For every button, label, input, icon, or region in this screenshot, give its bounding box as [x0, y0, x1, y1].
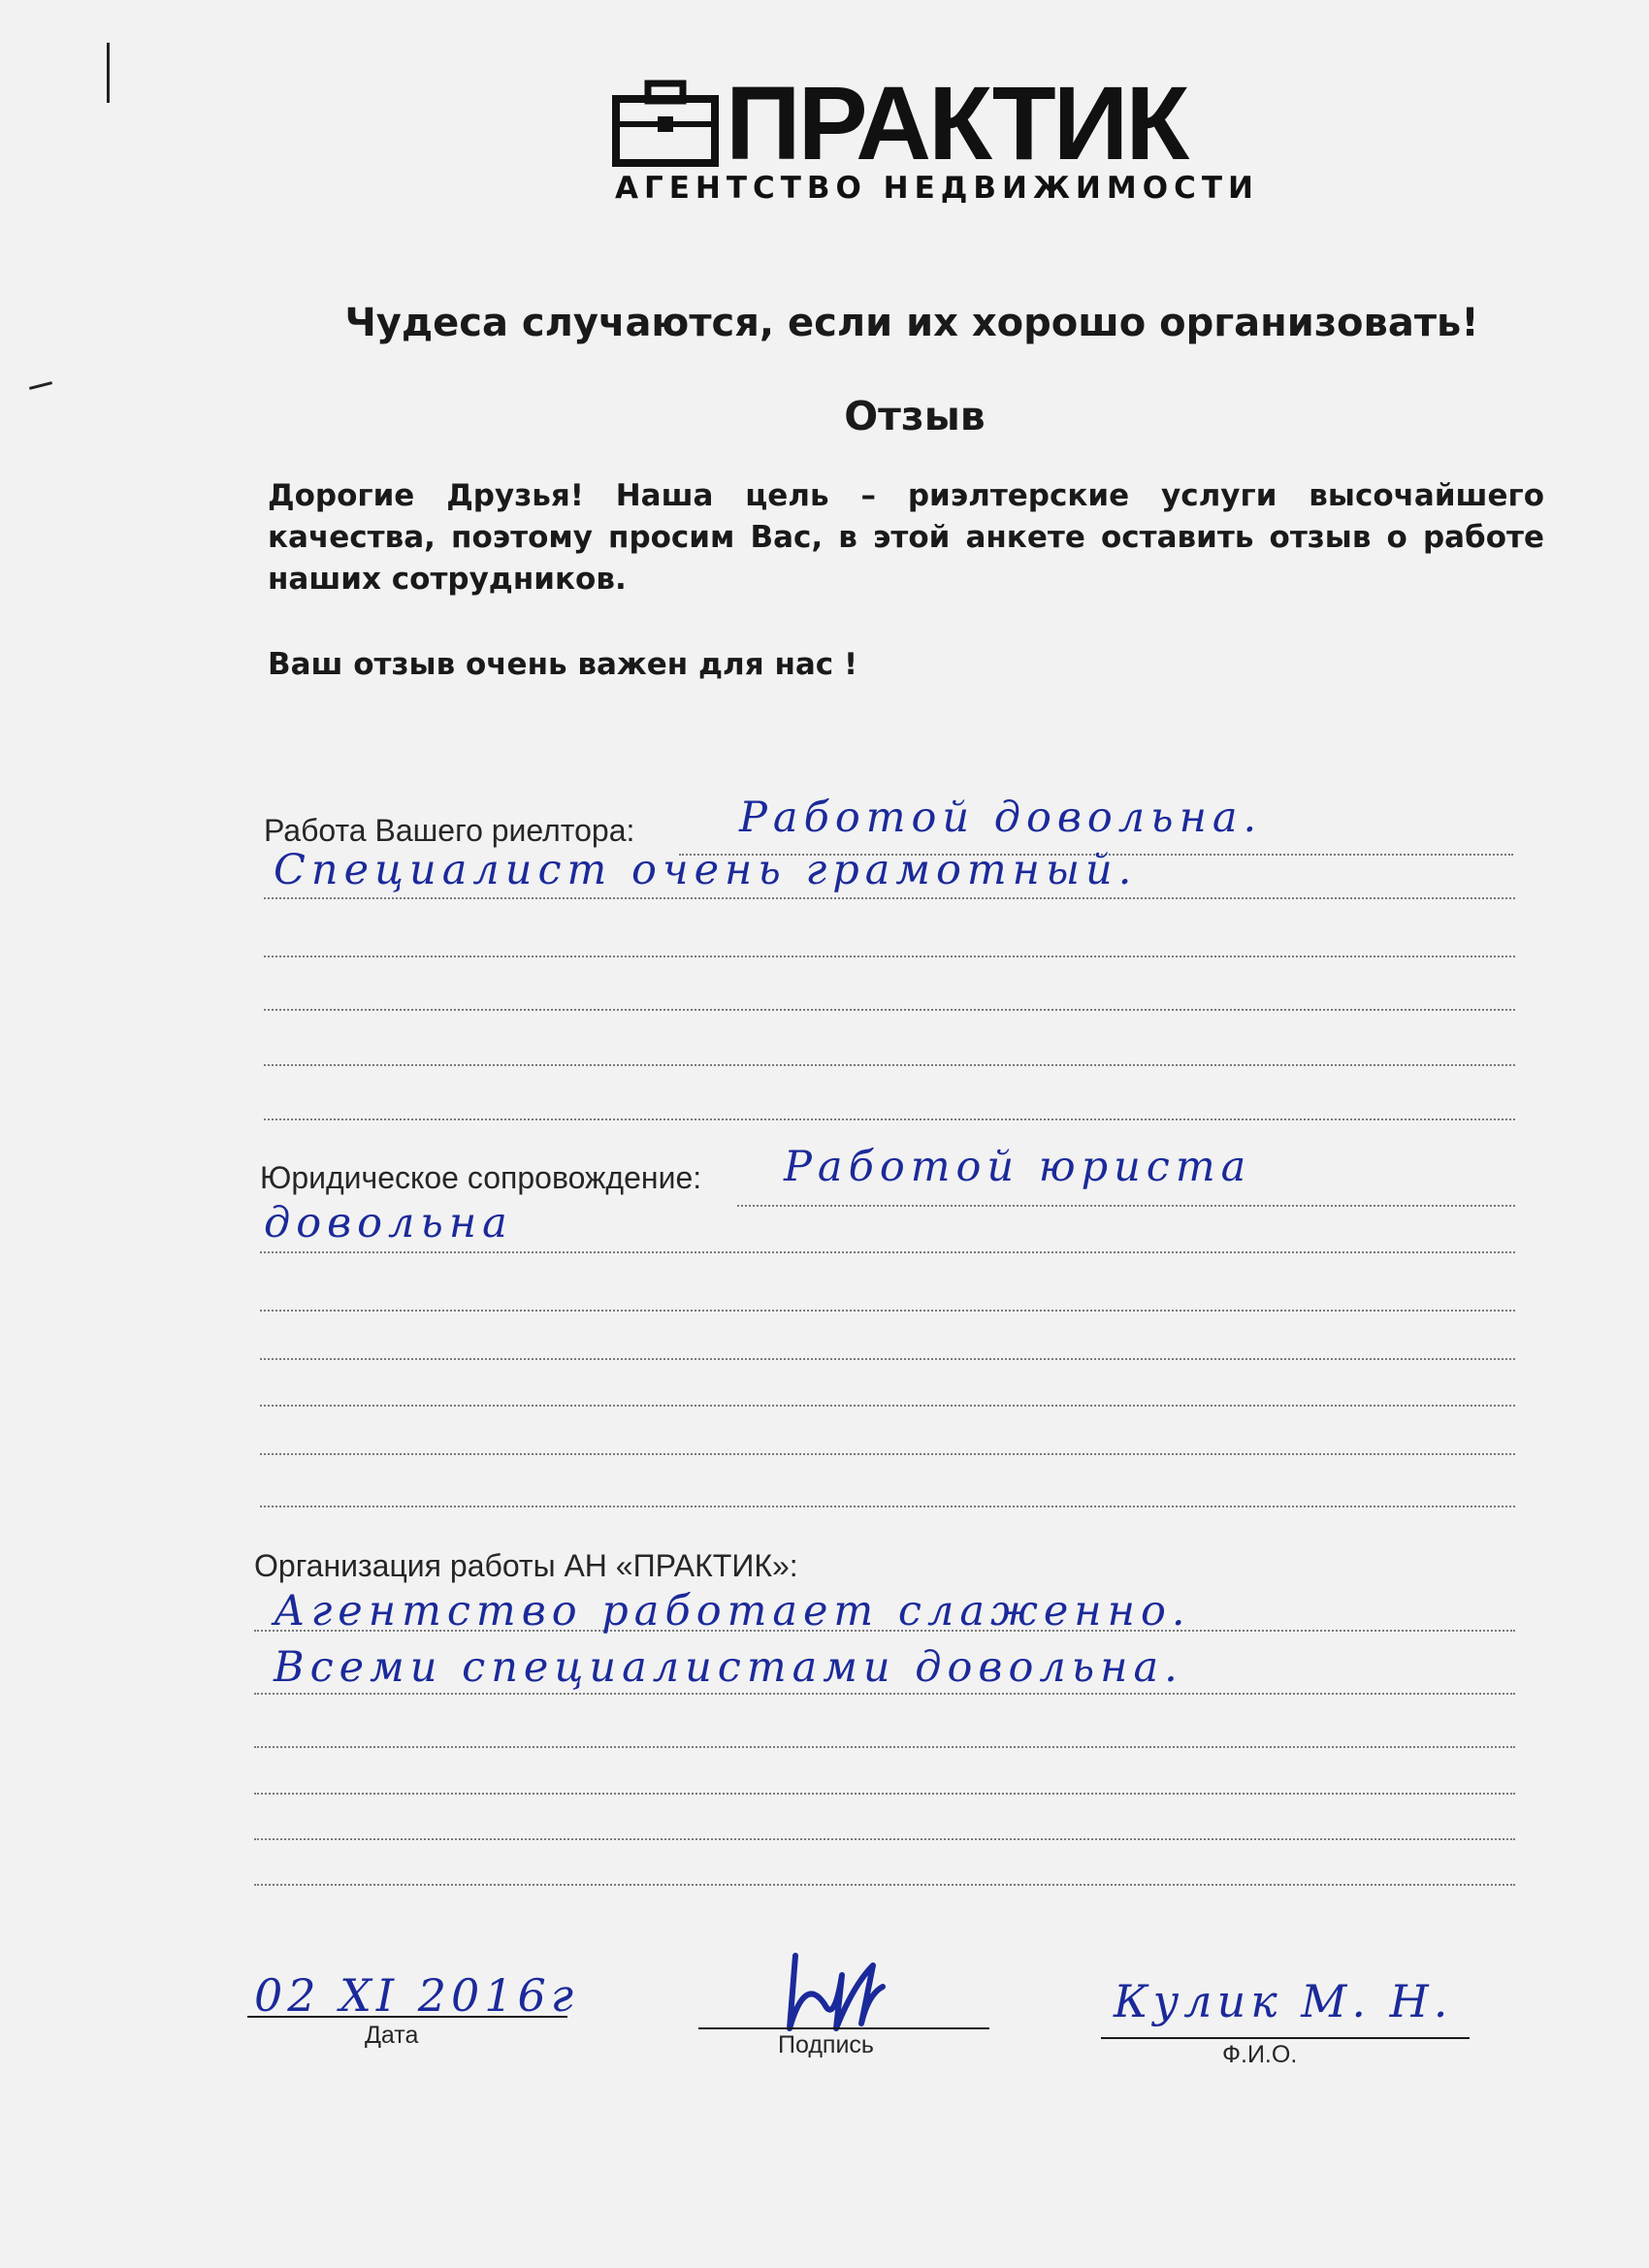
answer-line [254, 1884, 1515, 1886]
name-caption: Ф.И.О. [1222, 2041, 1298, 2068]
answer-line [264, 1009, 1515, 1011]
answer-line [260, 1358, 1515, 1360]
section-legal-label: Юридическое сопровождение: [260, 1160, 702, 1195]
answer-line [254, 1838, 1515, 1840]
answer-line [254, 1793, 1515, 1795]
slogan: Чудеса случаются, если их хорошо организовать! [344, 301, 1479, 345]
scan-artifact [107, 43, 110, 103]
section-agency-label: Организация работы АН «ПРАКТИК»: [254, 1548, 798, 1583]
realtor-answer-line-1: Работой довольна. [739, 794, 1263, 842]
answer-line [260, 1506, 1515, 1507]
realtor-answer-line-2: Специалист очень грамотный. [274, 846, 1138, 894]
agency-answer-line-2: Всеми специалистами довольна. [274, 1643, 1183, 1692]
full-name-value: Кулик М. Н. [1114, 1975, 1453, 2027]
briefcase-icon [611, 80, 720, 167]
legal-answer-line-2: довольна [264, 1199, 513, 1247]
agency-answer-line-1: Агентство работает слаженно. [274, 1587, 1191, 1636]
answer-line [254, 1746, 1515, 1748]
date-caption: Дата [365, 2022, 419, 2049]
answer-line [254, 1693, 1515, 1695]
logo-wordmark: ПРАКТИК [726, 64, 1187, 181]
answer-line [737, 1205, 1515, 1207]
answer-line [260, 1251, 1515, 1253]
signature-line [698, 2027, 989, 2029]
date-line [247, 2016, 567, 2018]
answer-line [260, 1453, 1515, 1455]
answer-line [264, 1118, 1515, 1120]
logo-subtitle: АГЕНТСТВО НЕДВИЖИМОСТИ [615, 171, 1259, 206]
date-value: 02 XI 2016г [254, 1969, 579, 2022]
legal-answer-line-1: Работой юриста [784, 1143, 1252, 1191]
answer-line [260, 1310, 1515, 1312]
signature-caption: Подпись [778, 2031, 874, 2058]
page-title: Отзыв [844, 393, 986, 439]
scan-artifact [29, 381, 52, 390]
name-line [1101, 2037, 1470, 2039]
answer-line [260, 1405, 1515, 1407]
answer-line [264, 1064, 1515, 1066]
answer-line [264, 956, 1515, 957]
importance-note: Ваш отзыв очень важен для нас ! [268, 647, 858, 682]
intro-paragraph: Дорогие Друзья! Наша цель – риэлтерские услуги высочайшего качества, поэтому просим Вас, в этой анкете оставить отзыв о работе наших сотрудников. [268, 478, 1544, 597]
agency-logo [611, 64, 1259, 207]
answer-line [264, 897, 1515, 899]
section-realtor-label: Работа Вашего риелтора: [264, 813, 635, 848]
